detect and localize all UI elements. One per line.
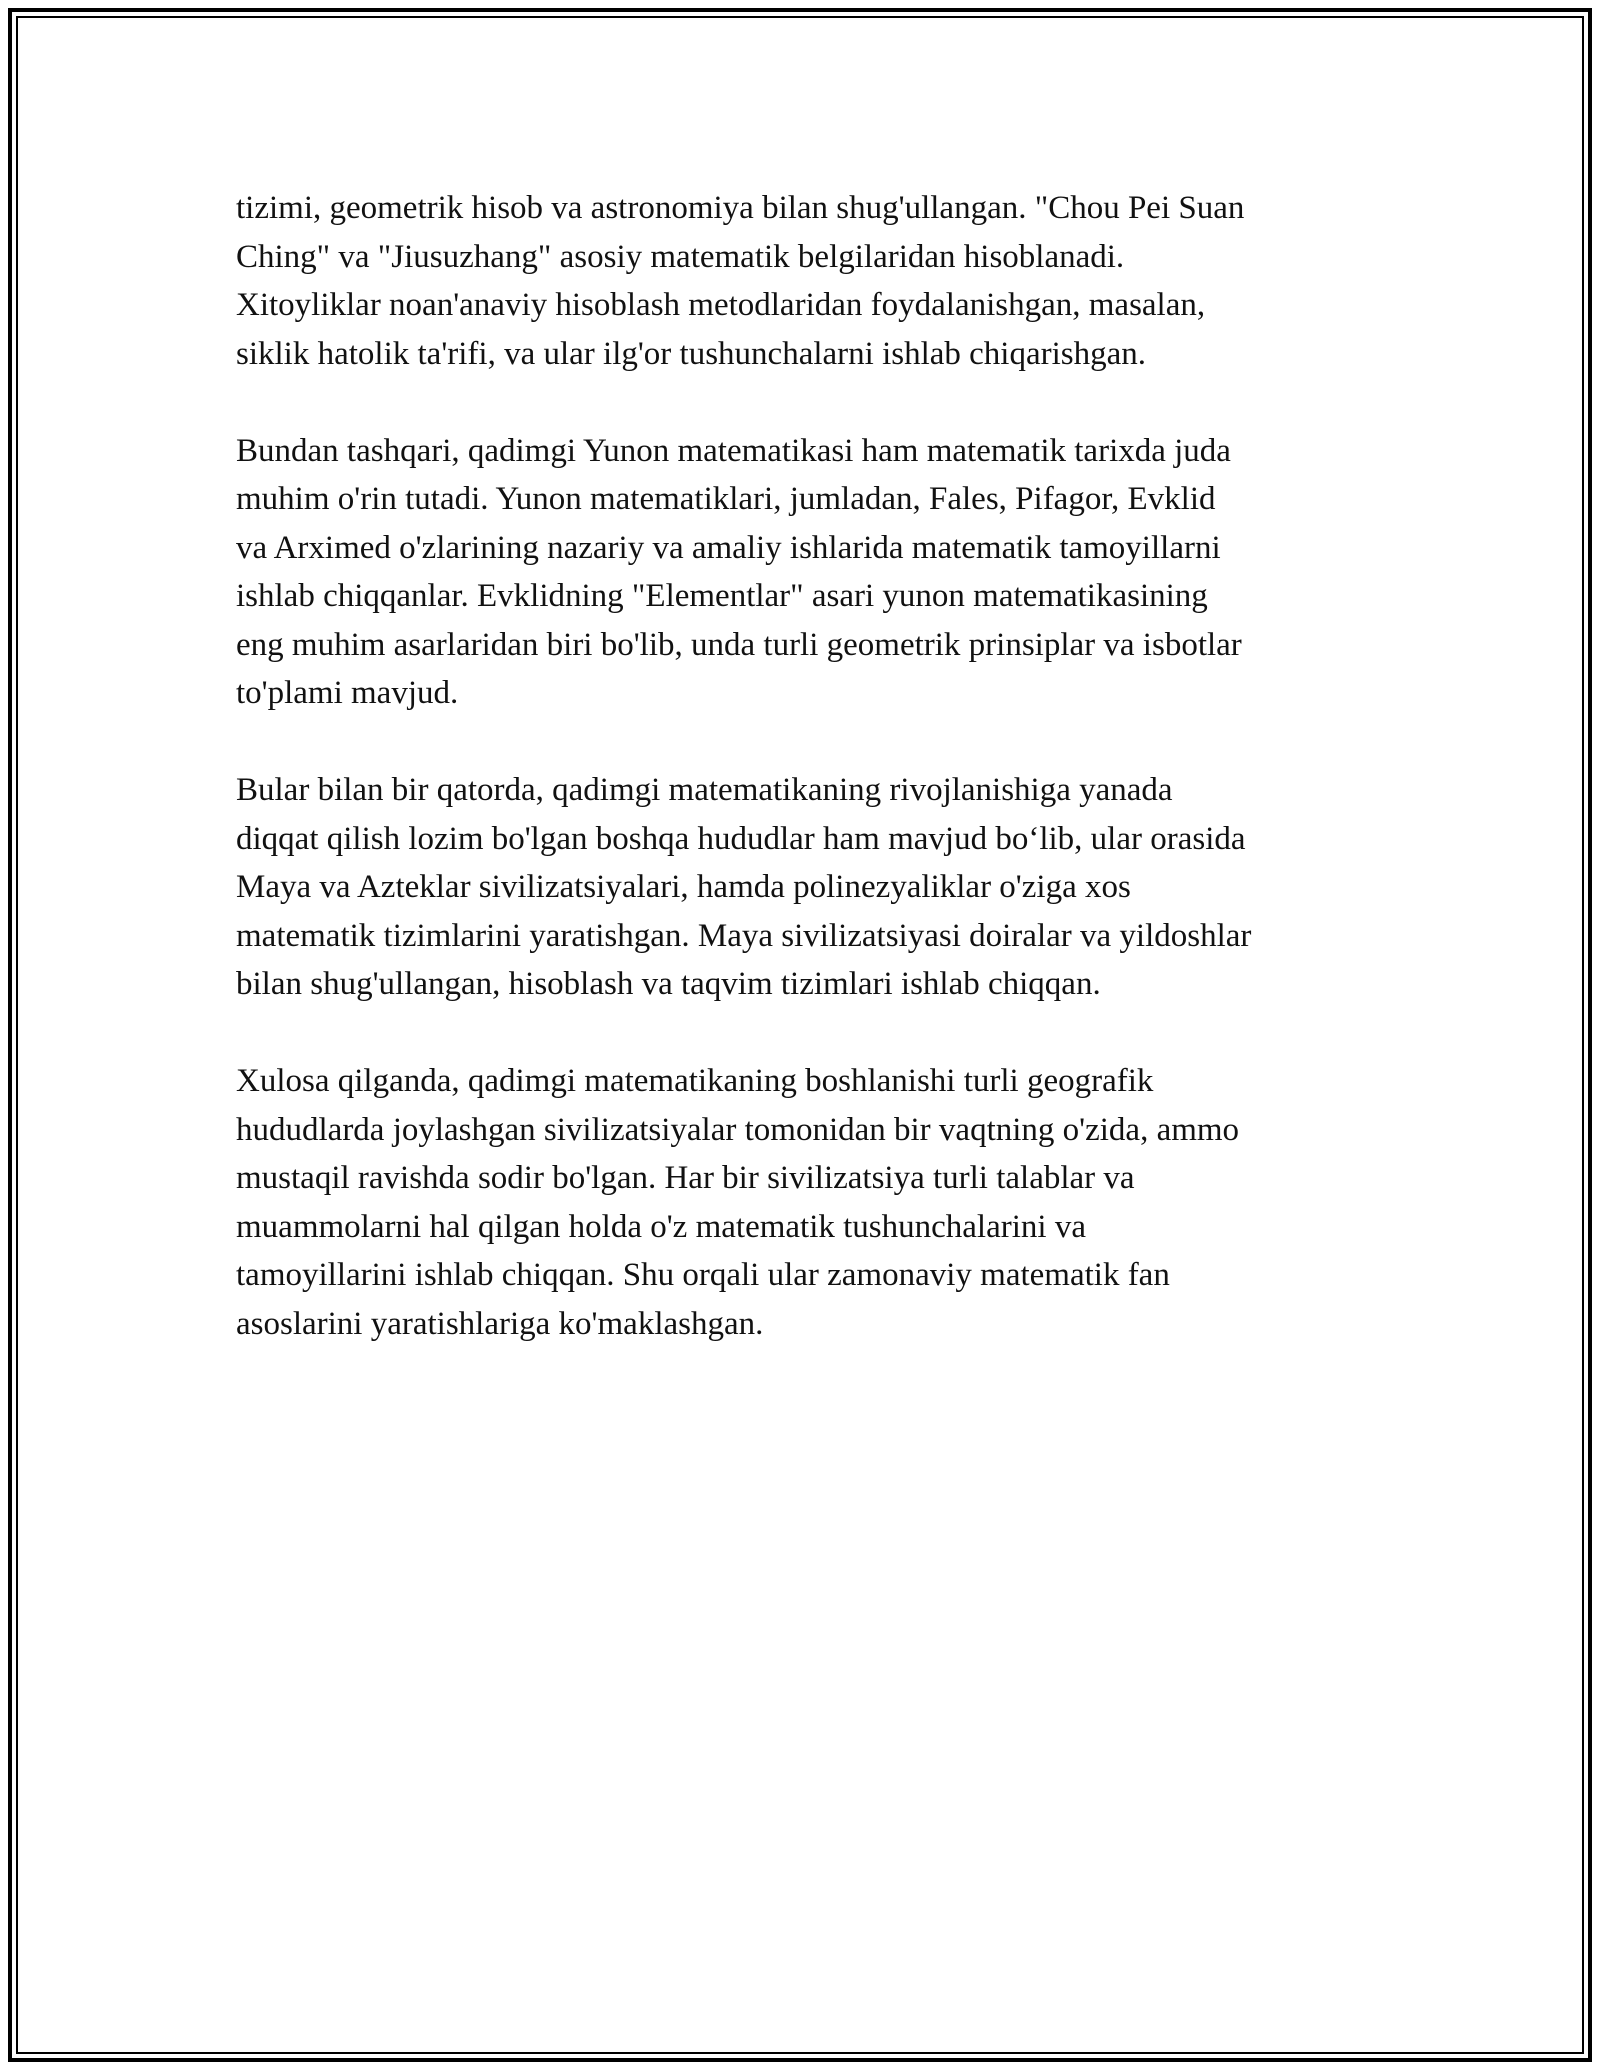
paragraph-greek-mathematics: Bundan tashqari, qadimgi Yunon matematikasi ham matematik tarixda juda muhim o'rin tutadi. Yunon matematiklari, jumladan, Fales, Pifagor, Evklid va Arximed o'zlarining nazariy va amaliy ishlarida matematik tamoyillarni ishlab chiqqanlar. Evklidning "Elementlar" asari yunon matematikasining eng muhim asarlaridan biri bo'lib, unda turli geometrik prinsiplar va isbotlar to'plami mavjud.	[236, 432, 1242, 711]
paragraph-conclusion: Xulosa qilganda, qadimgi matematikaning boshlanishi turli geografik hududlarda joylashgan sivilizatsiyalar tomonidan bir vaqtning o'zida, ammo mustaqil ravishda sodir bo'lgan. Har bir sivilizatsiya turli talablar va muammolarni hal qilgan holda o'z matematik tushunchalarini va tamoyillarini ishlab chiqqan. Shu orqali ular zamonaviy matematik fan asoslarini yaratishlariga ko'maklashgan.	[236, 1063, 1240, 1342]
document-body	[236, 184, 1376, 1397]
paragraph-maya-aztec-mathematics: Bular bilan bir qatorda, qadimgi matematikaning rivojlanishiga yanada diqqat qilish lozim bo'lgan boshqa hududlar ham mavjud bo‘lib, ular orasida Maya va Azteklar sivilizatsiyalari, hamda polinezyaliklar o'ziga xos matematik tizimlarini yaratishgan. Maya sivilizatsiyasi doiralar va yildoshlar bilan shug'ullangan, hisoblash va taqvim tizimlari ishlab chiqqan.	[236, 772, 1252, 1002]
paragraph-chinese-mathematics: tizimi, geometrik hisob va astronomiya bilan shug'ullangan. "Chou Pei Suan Ching" va "Jiusuzhang" asosiy matematik belgilaridan hisoblanadi. Xitoyliklar noan'anaviy hisoblash metodlaridan foydalanishgan, masalan, siklik hatolik ta'rifi, va ular ilg'or tushunchalarni ishlab chiqarishgan.	[236, 190, 1245, 372]
